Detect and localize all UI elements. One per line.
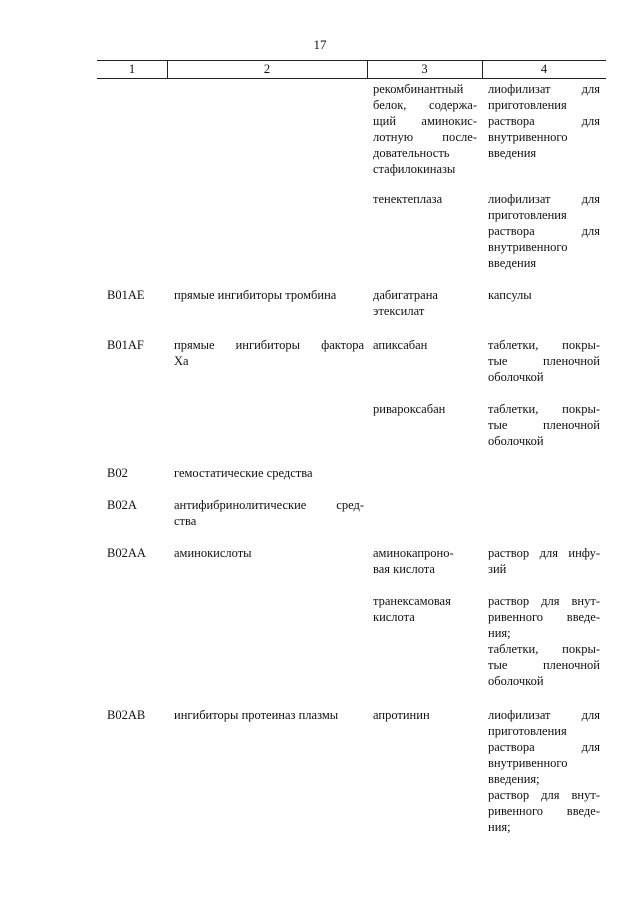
dosage-form-line: приготовления: [488, 98, 567, 112]
dosage-form-line: внутривенного: [488, 240, 568, 254]
drug-name: [373, 401, 477, 417]
atc-code: B02AA: [107, 546, 146, 560]
group-name-line: аминокислоты: [174, 546, 252, 560]
drug-name-line: кислота: [373, 610, 415, 624]
dosage-form-line: ния;: [488, 820, 511, 834]
dosage-form-line: приготовления: [488, 208, 567, 222]
dosage-form-line: тые пленочной: [488, 418, 600, 432]
dosage-form-line: раствор для внут-: [488, 788, 600, 802]
drug-name: [373, 191, 477, 207]
group-name-line: прямые ингибиторы фактора: [174, 338, 364, 352]
drug-name-line: лотную после-: [373, 130, 477, 144]
dosage-form-line: оболочкой: [488, 434, 544, 448]
dosage-form-line: введения: [488, 146, 537, 160]
header-col-3: 3: [421, 62, 428, 76]
drug-name-line: аминокапроно-: [373, 546, 454, 560]
dosage-form-line: таблетки, покры-: [488, 642, 600, 656]
dosage-form-line: зий: [488, 562, 507, 576]
header-col-4: 4: [540, 62, 548, 76]
dosage-form-line: оболочкой: [488, 674, 544, 688]
dosage-form-line: введения: [488, 256, 537, 270]
atc-code: B02A: [107, 498, 137, 512]
drug-name-line: рекомбинантный: [373, 82, 464, 96]
dosage-form-line: капсулы: [488, 288, 532, 302]
dosage-form-line: тые пленочной: [488, 354, 600, 368]
drug-name: [373, 81, 477, 177]
drug-name-line: дабигатрана: [373, 288, 438, 302]
group-name: [174, 287, 364, 303]
dosage-form-line: оболочкой: [488, 370, 544, 384]
dosage-form: [488, 545, 600, 577]
group-name: [174, 465, 364, 481]
dosage-form-line: внутривенного: [488, 756, 568, 770]
group-name-line: прямые ингибиторы тромбина: [174, 288, 337, 302]
drug-name: [373, 593, 477, 625]
dosage-form: [488, 401, 600, 449]
dosage-form: [488, 593, 600, 689]
dosage-form-line: раствор для инфу-: [488, 546, 600, 560]
dosage-form-line: раствора для: [488, 740, 600, 754]
dosage-form: [488, 337, 600, 385]
dosage-form-line: приготовления: [488, 724, 567, 738]
page-number: 17: [313, 37, 327, 52]
group-name: [174, 707, 364, 723]
drug-name-line: этексилат: [373, 304, 425, 318]
dosage-form-line: лиофилизат для: [488, 708, 600, 722]
group-name: [174, 497, 364, 529]
dosage-form-line: тые пленочной: [488, 658, 600, 672]
group-name-line: ства: [174, 514, 197, 528]
drug-name-line: апротинин: [373, 708, 430, 722]
dosage-form-line: ривенного введе-: [488, 610, 600, 624]
drug-name-line: стафилокиназы: [373, 162, 456, 176]
dosage-form-line: лиофилизат для: [488, 192, 600, 206]
drug-name: [373, 287, 477, 319]
drug-name-line: вая кислота: [373, 562, 435, 576]
drug-name-line: ривароксабан: [373, 402, 446, 416]
group-name-line: Xa: [174, 354, 189, 368]
drug-name-line: довательность: [373, 146, 450, 160]
dosage-form: [488, 707, 600, 835]
drug-name-line: транексамовая: [373, 594, 451, 608]
atc-code: B01AF: [107, 338, 144, 352]
drug-name-line: тенектеплаза: [373, 192, 443, 206]
drug-name-line: белок, содержа-: [373, 98, 477, 112]
atc-code: B02AB: [107, 708, 146, 722]
atc-code: B01AE: [107, 288, 145, 302]
group-name-line: антифибринолитические сред-: [174, 498, 364, 512]
dosage-form-line: таблетки, покры-: [488, 402, 600, 416]
dosage-form-line: таблетки, покры-: [488, 338, 600, 352]
header-col-2: 2: [263, 62, 271, 76]
drug-name-line: апиксабан: [373, 338, 428, 352]
drug-name: [373, 707, 477, 723]
drug-name-line: щий аминокис-: [373, 114, 477, 128]
dosage-form-line: внутривенного: [488, 130, 568, 144]
dosage-form-line: ривенного введе-: [488, 804, 600, 818]
dosage-form-line: ния;: [488, 626, 511, 640]
dosage-form-line: раствор для внут-: [488, 594, 600, 608]
header-col-1: 1: [128, 62, 136, 76]
dosage-form: [488, 191, 600, 271]
drug-name: [373, 337, 477, 353]
table-header: [97, 60, 606, 79]
dosage-form: [488, 81, 600, 161]
dosage-form-line: введения;: [488, 772, 540, 786]
drug-name: [373, 545, 477, 577]
dosage-form: [488, 287, 600, 303]
group-name: [174, 337, 364, 369]
dosage-form-line: раствора для: [488, 224, 600, 238]
group-name: [174, 545, 364, 561]
atc-code: B02: [107, 466, 128, 480]
group-name-line: гемостатические средства: [174, 466, 313, 480]
dosage-form-line: раствора для: [488, 114, 600, 128]
dosage-form-line: лиофилизат для: [488, 82, 600, 96]
group-name-line: ингибиторы протеиназ плазмы: [174, 708, 339, 722]
